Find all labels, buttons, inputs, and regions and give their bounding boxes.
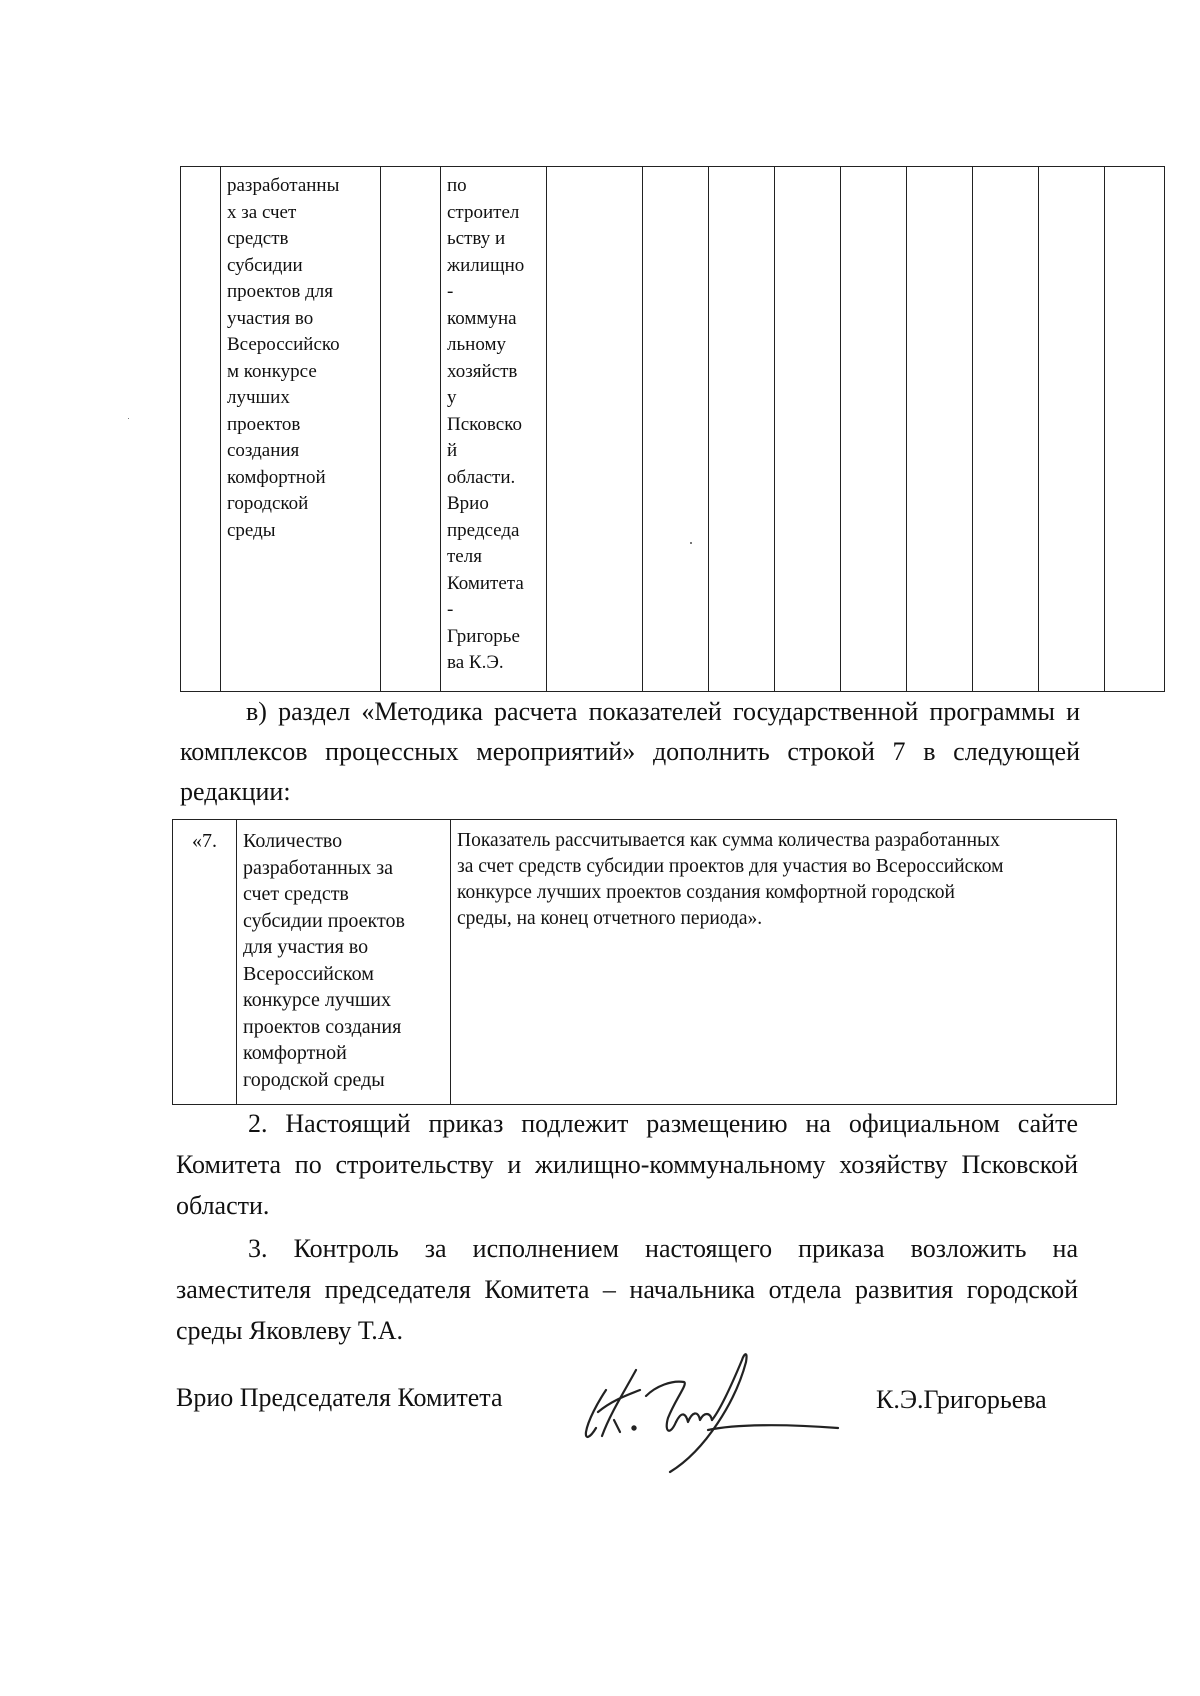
scan-speck xyxy=(690,542,692,544)
calculation-method-cell: Показатель рассчитывается как сумма количества разработанных за счет средств субсидии проектов для участия во Всероссийском конкурсе лучших проектов создания комфортной городской среды, на конец отчетного периода». xyxy=(451,820,1117,1105)
table-cell xyxy=(1105,167,1165,692)
table-cell xyxy=(841,167,907,692)
table-cell xyxy=(1039,167,1105,692)
table-cell xyxy=(381,167,441,692)
signatory-name: К.Э.Григорьева xyxy=(876,1385,1047,1414)
scan-speck xyxy=(128,418,129,419)
table-cell xyxy=(775,167,841,692)
row-number-cell: «7. xyxy=(173,820,237,1105)
methodology-table xyxy=(172,819,1117,1105)
continued-table xyxy=(180,166,1165,692)
section-v-paragraph: в) раздел «Методика расчета показателей государственной программы и комплексов процессных мероприятий» дополнить строкой 7 в следующей редакции: xyxy=(180,697,1080,806)
signatory-role: Врио Председателя Комитета xyxy=(176,1383,503,1412)
table-cell xyxy=(973,167,1039,692)
indicator-name-cell: Количество разработанных за счет средств субсидии проектов для участия во Всероссийском конкурсе лучших проектов создания комфортной городской среды xyxy=(237,820,451,1105)
item-2-paragraph: 2. Настоящий приказ подлежит размещению на официальном сайте Комитета по строительству и жилищно-коммунальному хозяйству Псковской области. xyxy=(176,1109,1078,1220)
table-cell xyxy=(643,167,709,692)
table-cell xyxy=(907,167,973,692)
table-cell xyxy=(547,167,643,692)
item-3-paragraph: 3. Контроль за исполнением настоящего приказа возложить на заместителя председателя Комитета – начальника отдела развития городской среды Яковлеву Т.А. xyxy=(176,1234,1078,1345)
table-row xyxy=(173,820,1117,1105)
table-row xyxy=(181,167,1165,692)
table-cell xyxy=(709,167,775,692)
responsible-cell: по строител ьству и жилищно - коммуна льному хозяйств у Псковско й области. Врио председа теля Комитета - Григорье ва К.Э. xyxy=(441,167,547,692)
handwritten-signature xyxy=(576,1340,846,1480)
indicator-cell: разработанны х за счет средств субсидии проектов для участия во Всероссийско м конкурсе лучших проектов создания комфортной городской среды xyxy=(221,167,381,692)
table-cell xyxy=(181,167,221,692)
